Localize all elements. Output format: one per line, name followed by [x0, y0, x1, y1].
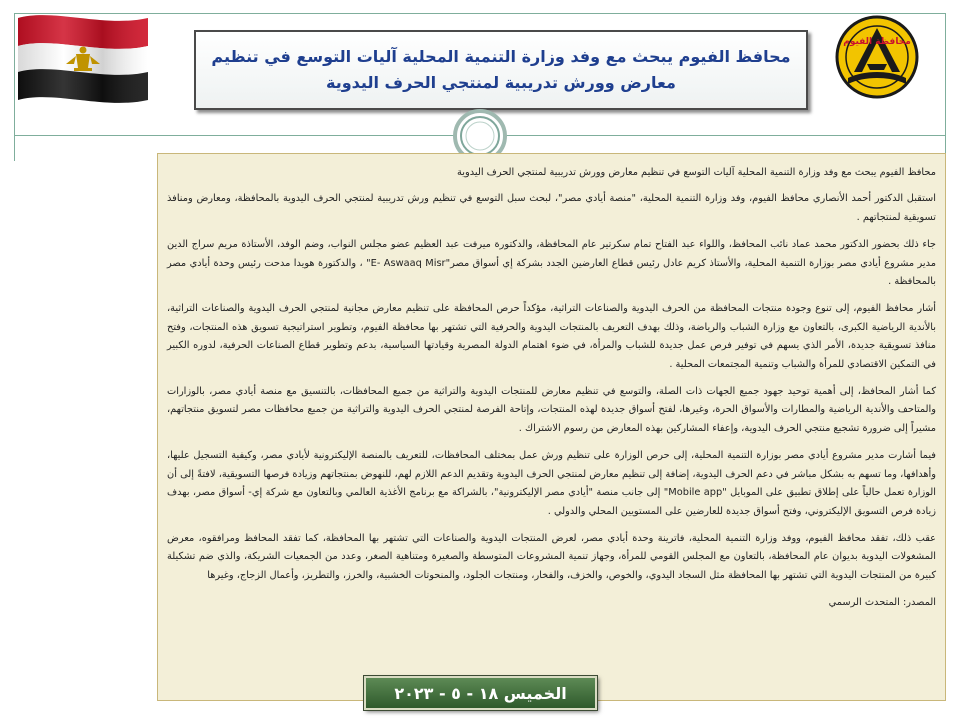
date-banner	[364, 676, 597, 710]
frame-line-mid-left	[14, 135, 454, 136]
title-line-1: محافظ الفيوم يبحث مع وفد وزارة التنمية المحلية آليات التوسع في تنظيم	[211, 47, 791, 66]
frame-line-top	[14, 13, 946, 14]
egypt-flag-icon	[14, 10, 152, 106]
title-line-2: معارض وورش تدريبية لمنتجي الحرف اليدوية	[326, 73, 676, 92]
article-paragraph-1: محافظ الفيوم يبحث مع وفد وزارة التنمية المحلية آليات التوسع في تنظيم معارض وورش تدريبية لمنتجي الحرف اليدوية	[457, 167, 936, 178]
frame-line-right	[945, 13, 946, 161]
article-paragraph-5: كما أشار المحافظ، إلى أهمية توحيد جهود جميع الجهات ذات الصلة، والتوسع في تنظيم معارض للمنتجات اليدوية والتراثية من جميع المحافظات، بالتنسيق مع منصة أيادي مصر، بالوزارات والمتاحف والأندية الرياضية والمطارات والأسواق الحرة، وغيرها، لفتح أسواق جديدة لهذه المنتجات، وإتاحة الفرصة لمنتجي الحرف اليدوية والتراثية من جميع محافظات مصر لتسويق منتجاتهم، مشيراً إلى ضرورة تشجيع منتجي الحرف اليدوية، وإعفاء المشاركين بهذه المعارض من رسوم الاشتراك .	[167, 386, 936, 434]
article-paragraph-6: فيما أشارت مدير مشروع أيادي مصر بوزارة التنمية المحلية، إلى حرص الوزارة على تنظيم ورش عمل بمختلف المحافظات، للتعريف بالمنصة الإليكترونية لأيادي مصر، وكيفية التسجيل عليها، وأهدافها، وما تسهم به بشكل مباشر في دعم الحرف اليدوية، إضافة إلى تنظيم معارض لمنتجي الحرف اليدوية وتقديم الدعم اللازم لهم، للنهوض بمنتجاتهم وزيادة فرصها التسويقية، لافتةً إلى أن الوزارة تعمل حالياً على إطلاق تطبيق على الموبايل "Mobile app" إلى جانب منصة "أيادي مصر الإليكترونية"، بالشراكة مع برنامج الأغذية العالمي وبالتعاون مع شركة إي- أسواق مصر، بهدف زيادة فرص التسويق الإليكتروني، وفتح أسواق جديدة للعارضين على المستويين المحلي والدولي .	[167, 450, 936, 517]
article-paragraph-3: جاء ذلك بحضور الدكتور محمد عماد نائب المحافظ، واللواء عبد الفتاح تمام سكرتير عام المحافظة، والدكتورة ميرفت عبد العظيم عضو مجلس النواب، وضم الوفد، الأستاذة مريم سراج الدين مدير مشروع أيادي مصر بوزارة التنمية المحلية، والأستاذ كريم عادل رئيس قطاع العارضين الجدد بشركة إي أسواق مصر"E- Aswaaq Misr" ، والدكتورة هويدا مدحت رئيس وحدة أيادي مصر بالمحافظة .	[167, 239, 937, 288]
article-paragraph-4: أشار محافظ الفيوم، إلى تنوع وجودة منتجات المحافظة من الحرف اليدوية والصناعات التراثية، مؤكداً حرص المحافظة على تنظيم معارض مجانية لمنتجي الحرف اليدوية والصناعات التراثية، بالأندية الرياضية الكبرى، بالتعاون مع وزارة الشباب والرياضة، وذلك بهدف التعريف بالمنتجات اليدوية والحرفية التي تشتهر بها محافظة الفيوم، وتطوير استراتيجية تسويق هذه المنتجات، وفتح منافذ تسويقية جديدة، الأمر الذي يسهم في توفير فرص عمل جديدة للشباب والمرأة، في ضوء اهتمام الدولة المصرية وقيادتها السياسية، بدعم وتطوير قطاع الصناعات الحرفية، لدوره الكبير في التمكين الاقتصادي للمرأة والشباب وتنمية المجتمعات المحلية .	[167, 303, 936, 370]
logo-text: محافظة الفيوم	[843, 37, 911, 47]
article-paragraph-7: عقب ذلك، تفقد محافظ الفيوم، ووفد وزارة التنمية المحلية، فاترينة وحدة أيادي مصر، لعرض المنتجات اليدوية والصناعات التي تشتهر بها المحافظة، كما تفقد المحافظ ومرافقوه، معرض المشغولات اليدوية بديوان عام المحافظة، بالتعاون مع المجلس القومي للمرأة، وجهاز تنمية المشروعات المتوسطة والصغيرة ومتناهية الصغر، وعدد من الجمعيات الشريكة، والذي ضم تشكيلة كبيرة من المنتجات اليدوية التي تشتهر بها المحافظة مثل السجاد اليدوي، والخوص، والخزف، والفخار، ومنتجات الجلود، والمنحوتات الخشبية، والخرز، والتطريز، وأعمال الزجاج، وغيرها	[167, 532, 936, 581]
fayoum-logo-icon	[834, 14, 920, 100]
article-body	[157, 153, 946, 701]
date-label: الخميس ١٨ - ٥ - ٢٠٢٣	[394, 683, 567, 703]
article-paragraph-2: استقبل الدكتور أحمد الأنصاري محافظ الفيوم، وفد وزارة التنمية المحلية، "منصة أيادي مصر"، لبحث سبل التوسع في تنظيم ورش تدريبية لمنتجي الحرف اليدوية بالمحافظة، ومعارض ومنافذ تسويقية لمنتجاتهم .	[167, 193, 936, 223]
article-source: المصدر: المتحدث الرسمي	[828, 597, 936, 609]
frame-line-mid-right	[506, 135, 946, 136]
title-box	[194, 30, 808, 110]
